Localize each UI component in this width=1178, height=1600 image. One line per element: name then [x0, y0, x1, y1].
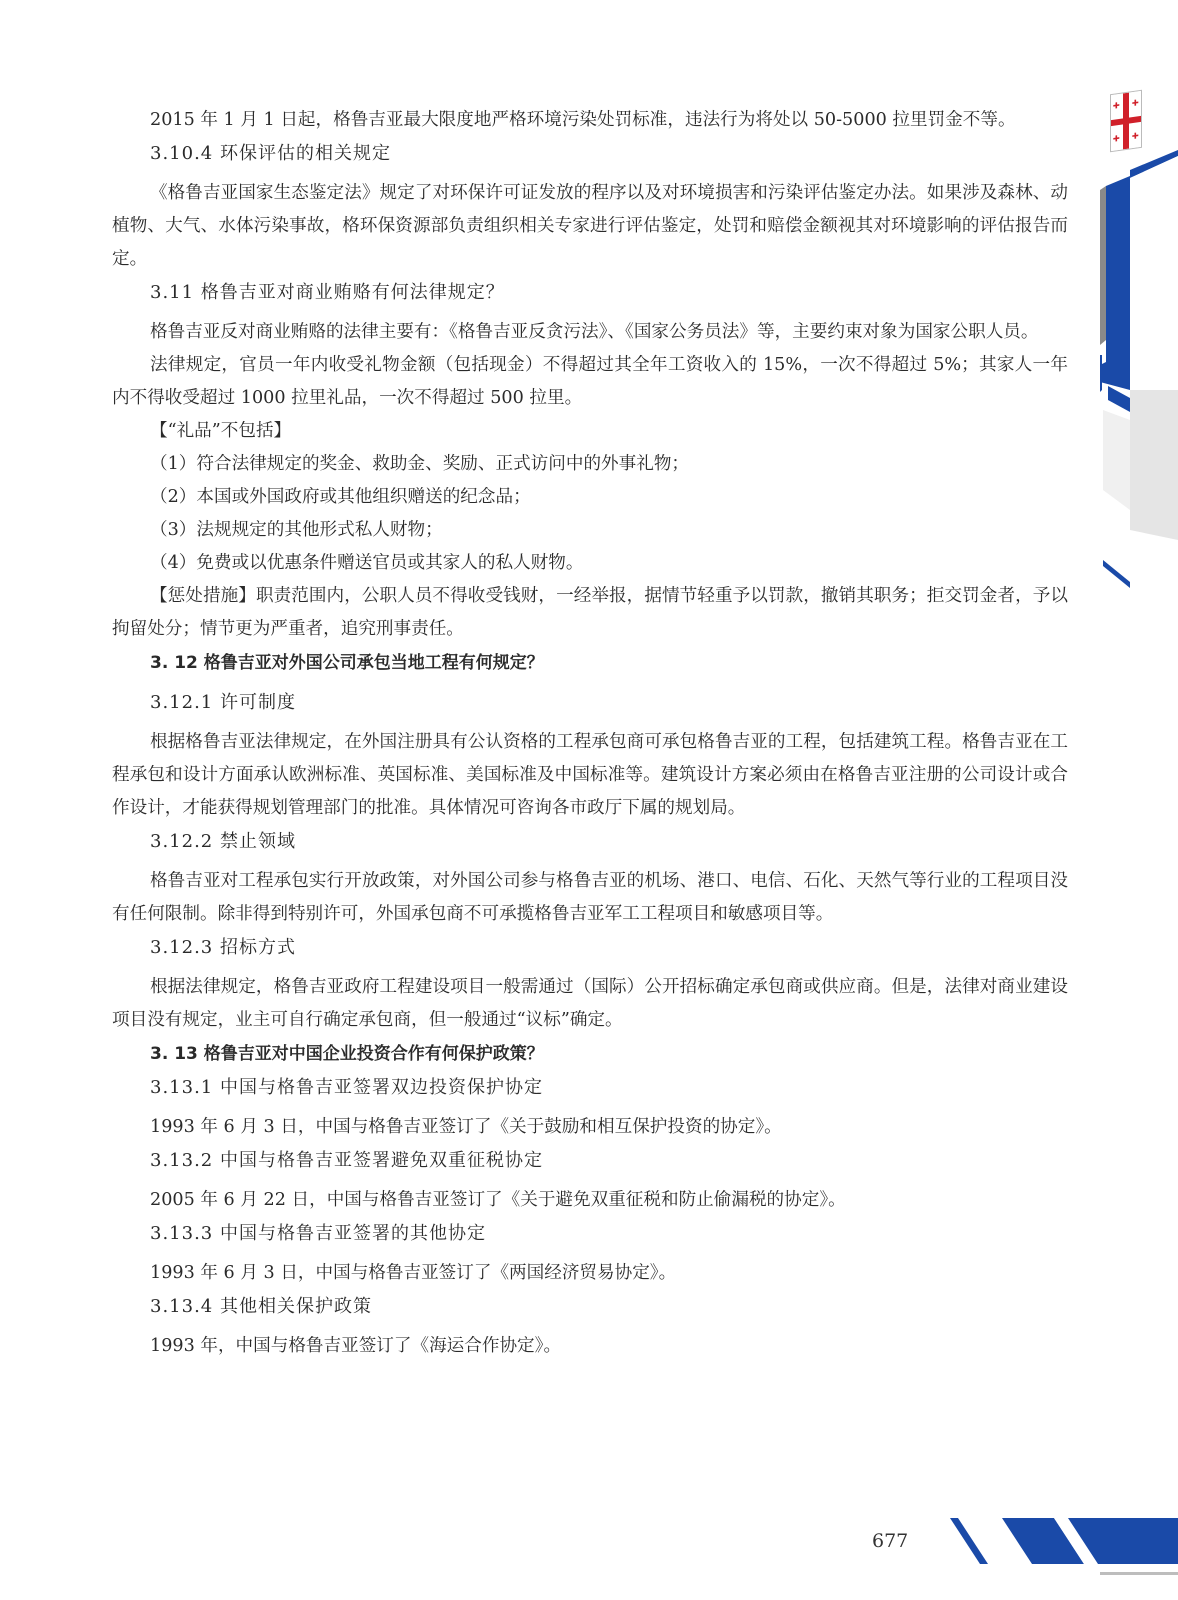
paragraph: 2015 年 1 月 1 日起，格鲁吉亚最大限度地严格环境污染处罚标准，违法行为将处以 50-5000 拉里罚金不等。: [150, 110, 1016, 130]
subsection-heading: 3.13.1 中国与格鲁吉亚签署双边投资保护协定: [150, 1077, 543, 1098]
footer-stripe-decoration: [950, 1518, 1178, 1600]
subsection-heading: 3.12.2 禁止领域: [150, 831, 296, 852]
page-body: [112, 104, 1068, 1363]
section-heading: 3.10.4 环保评估的相关规定: [150, 143, 391, 164]
section-heading: 3. 12 格鲁吉亚对外国公司承包当地工程有何规定？: [150, 653, 544, 673]
subsection-heading: 3.12.1 许可制度: [150, 692, 296, 713]
paragraph: 法律规定，官员一年内收受礼物金额（包括现金）不得超过其全年工资收入的 15%，一次不得超过 5%；其家人一年内不得收受超过 1000 拉里礼品，一次不得超过 500 拉里。: [112, 355, 1068, 408]
punish-text: 职责范围内，公职人员不得收受钱财，一经举报，据情节轻重予以罚款，撤销其职务；拒交罚金者，予以拘留处分；情节更为严重者，追究刑事责任。: [112, 586, 1068, 639]
list-item: （4）免费或以优惠条件赠送官员或其家人的私人财物。: [150, 553, 584, 573]
paragraph: 1993 年 6 月 3 日，中国与格鲁吉亚签订了《两国经济贸易协定》。: [150, 1263, 677, 1283]
paragraph: 1993 年，中国与格鲁吉亚签订了《海运合作协定》。: [150, 1336, 562, 1356]
subsection-heading: 3.13.3 中国与格鲁吉亚签署的其他协定: [150, 1223, 486, 1244]
list-item: （3）法规规定的其他形式私人财物；: [150, 520, 443, 540]
gift-title: 【“礼品”不包括】: [150, 421, 292, 441]
paragraph: [112, 580, 1068, 646]
georgia-flag-icon: [1110, 90, 1142, 152]
section-heading: 3. 13 格鲁吉亚对中国企业投资合作有何保护政策？: [150, 1044, 544, 1064]
punish-label: 【惩处措施】: [150, 586, 256, 606]
paragraph: 2005 年 6 月 22 日，中国与格鲁吉亚签订了《关于避免双重征税和防止偷漏税的协定》。: [150, 1190, 846, 1210]
paragraph: 1993 年 6 月 3 日，中国与格鲁吉亚签订了《关于鼓励和相互保护投资的协定》。: [150, 1117, 782, 1137]
section-heading: 3.11 格鲁吉亚对商业贿赂有何法律规定？: [150, 282, 505, 303]
paragraph: 《格鲁吉亚国家生态鉴定法》规定了对环保许可证发放的程序以及对环境损害和污染评估鉴定办法。如果涉及森林、动植物、大气、水体污染事故，格环保资源部负责组织相关专家进行评估鉴定，处罚和赔偿金额视其对环境影响的评估报告而定。: [112, 183, 1068, 269]
page-number: 677: [872, 1530, 909, 1552]
list-item: （1）符合法律规定的奖金、救助金、奖励、正式访问中的外事礼物；: [150, 454, 690, 474]
paragraph: 根据格鲁吉亚法律规定，在外国注册具有公认资格的工程承包商可承包格鲁吉亚的工程，包括建筑工程。格鲁吉亚在工程承包和设计方面承认欧洲标准、英国标准、美国标准及中国标准等。建筑设计方案必须由在格鲁吉亚注册的公司设计或合作设计，才能获得规划管理部门的批准。具体情况可咨询各市政厅下属的规划局。: [112, 732, 1068, 818]
paragraph: 格鲁吉亚反对商业贿赂的法律主要有：《格鲁吉亚反贪污法》、《国家公务员法》等，主要约束对象为国家公职人员。: [150, 322, 1039, 342]
paragraph: 根据法律规定，格鲁吉亚政府工程建设项目一般需通过（国际）公开招标确定承包商或供应商。但是，法律对商业建设项目没有规定，业主可自行确定承包商，但一般通过“议标”确定。: [112, 977, 1068, 1030]
subsection-heading: 3.13.2 中国与格鲁吉亚签署避免双重征税协定: [150, 1150, 543, 1171]
subsection-heading: 3.13.4 其他相关保护政策: [150, 1296, 372, 1317]
side-stripe-decoration: [1100, 150, 1178, 610]
list-item: （2）本国或外国政府或其他组织赠送的纪念品；: [150, 487, 531, 507]
subsection-heading: 3.12.3 招标方式: [150, 937, 296, 958]
paragraph: 格鲁吉亚对工程承包实行开放政策，对外国公司参与格鲁吉亚的机场、港口、电信、石化、天然气等行业的工程项目没有任何限制。除非得到特别许可，外国承包商不可承揽格鲁吉亚军工工程项目和敏感项目等。: [112, 871, 1068, 924]
